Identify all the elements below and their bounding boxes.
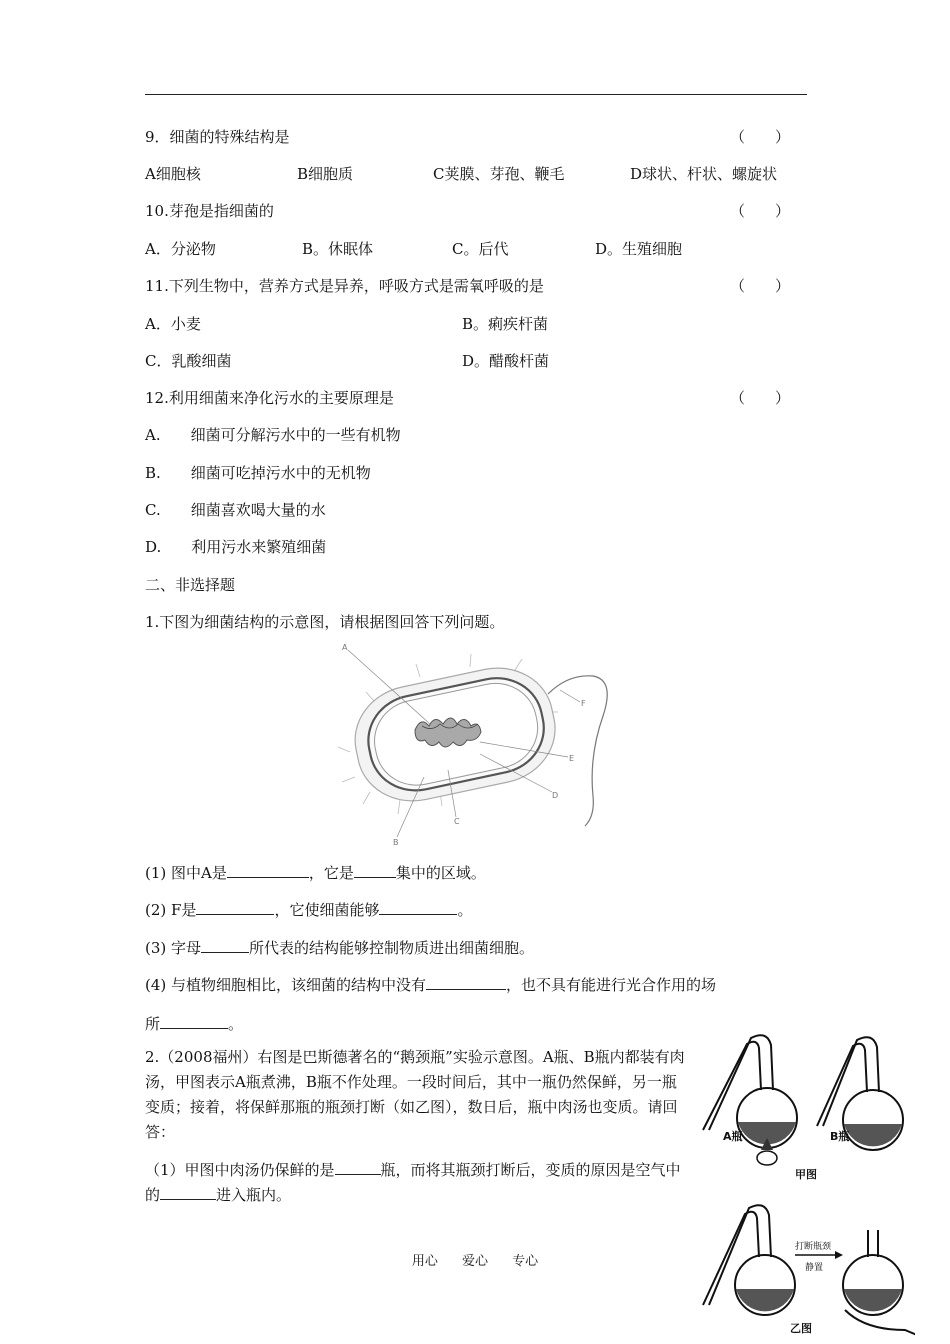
p1-q2-text-b: ，它使细菌能够 (274, 901, 380, 919)
q10-option-d: D。生殖细胞 (595, 240, 683, 258)
label-flask-a: A瓶 (723, 1130, 743, 1143)
q12-answer-paren: （ ） (730, 389, 791, 407)
p1-question-3 (145, 936, 534, 958)
q12-stem: 12.利用细菌来净化污水的主要原理是 (145, 389, 394, 407)
p1-q4-text-b: ，也不具有能进行光合作用的场 (506, 976, 717, 994)
q12-option-b: B. 细菌可吃掉污水中的无机物 (145, 464, 371, 482)
header-rule (145, 94, 807, 95)
q10-option-c: C。后代 (452, 240, 509, 258)
p1-q2-text-c: 。 (457, 901, 473, 919)
footer-item: 用心 (411, 1254, 438, 1269)
p1-q4-blank-1[interactable] (426, 973, 506, 990)
q12-option-d: D. 利用污水来繁殖细菌 (145, 538, 327, 556)
p2-q1-blank-1[interactable] (335, 1158, 381, 1175)
q10-option-b: B。休眠体 (302, 240, 374, 258)
p1-q4-blank-2[interactable] (160, 1012, 228, 1029)
p2-stem: 2.（2008福州）右图是巴斯德著名的“鹅颈瓶”实验示意图。A瓶、B瓶内都装有肉汤，甲图表示A瓶煮沸，B瓶不作处理。一段时间后，其中一瓶仍然保鲜，另一瓶变质；接着，将保鲜那瓶的瓶颈打断（如乙图），数日后，瓶中肉汤也变质。请回答： (145, 1048, 685, 1141)
p1-q2-blank-2[interactable] (379, 898, 457, 915)
p2-q1-text-c: 进入瓶内。 (216, 1186, 292, 1204)
q12-option-a: A. 细菌可分解污水中的一些有机物 (145, 426, 401, 444)
p2-q1-blank-2[interactable] (160, 1183, 216, 1200)
arrow-label-bottom: 静置 (805, 1263, 824, 1273)
flagellum-shape (548, 676, 607, 826)
q9-option-b: B细胞质 (297, 165, 354, 183)
diagram-label-f: F (581, 699, 586, 708)
diagram-label-d: D (552, 791, 559, 800)
p1-question-1 (145, 861, 486, 883)
p1-stem: 1.下图为细菌结构的示意图，请根据图回答下列问题。 (145, 613, 505, 631)
section-heading: 二、非选择题 (145, 576, 236, 594)
q10-stem: 10.芽孢是指细菌的 (145, 202, 274, 220)
p1-q3-text-b: 所代表的结构能够控制物质进出细菌细胞。 (249, 939, 535, 957)
footer (0, 1250, 950, 1269)
p1-q1-blank-1[interactable] (227, 861, 309, 878)
q11-option-c: C．乳酸细菌 (145, 352, 232, 370)
p1-q1-blank-2[interactable] (354, 861, 396, 878)
p1-q2-blank-1[interactable] (196, 898, 274, 915)
diagram-label-a: A (342, 643, 348, 652)
q10-answer-paren: （ ） (730, 202, 791, 220)
p1-q1-text-c: 集中的区域。 (395, 864, 486, 882)
p1-q1-text-a: (1) 图中A是 (145, 864, 227, 882)
q11-option-d: D。醋酸杆菌 (462, 352, 550, 370)
footer-item: 专心 (512, 1254, 539, 1269)
q12-option-c: C. 细菌喜欢喝大量的水 (145, 501, 326, 519)
p1-question-4-cont (145, 1012, 243, 1034)
q11-answer-paren: （ ） (730, 277, 791, 295)
p1-q3-text-a: (3) 字母 (145, 939, 202, 957)
p1-q1-text-b: ，它是 (308, 864, 354, 882)
diagram-label-c: C (454, 817, 460, 826)
footer-item: 爱心 (461, 1254, 488, 1269)
q9-option-a: A细胞核 (145, 165, 201, 183)
p1-question-4 (145, 973, 716, 995)
p1-question-2 (145, 898, 472, 920)
p1-q4-text-d: 。 (228, 1015, 244, 1033)
q10-option-a: A．分泌物 (145, 240, 216, 258)
q9-stem: 9．细菌的特殊结构是 (145, 128, 290, 146)
caption-jia: 甲图 (795, 1168, 817, 1181)
q9-answer-paren: （ ） (730, 128, 791, 146)
label-flask-b: B瓶 (830, 1130, 850, 1143)
p1-q4-text-a: (4) 与植物细胞相比，该细菌的结构中没有 (145, 976, 427, 994)
q11-stem: 11.下列生物中，营养方式是异养，呼吸方式是需氧呼吸的是 (145, 277, 544, 295)
bacterium-diagram (330, 642, 630, 847)
p2-q1-text-a: （1）甲图中肉汤仍保鲜的是 (145, 1161, 335, 1179)
q11-option-b: B。痢疾杆菌 (462, 315, 549, 333)
p1-q3-blank-1[interactable] (201, 936, 249, 953)
caption-yi: 乙图 (790, 1322, 812, 1335)
diagram-label-b: B (393, 838, 399, 847)
q9-option-d: D球状、杆状、螺旋状 (630, 165, 778, 183)
p1-q2-text-a: (2) F是 (145, 901, 197, 919)
q11-option-a: A．小麦 (145, 315, 201, 333)
p1-q4-text-c: 所 (145, 1015, 161, 1033)
q9-option-c: C荚膜、芽孢、鞭毛 (433, 165, 565, 183)
swan-neck-flask-figure (695, 1030, 915, 1340)
diagram-label-e: E (569, 754, 575, 763)
arrow-label-top: 打断瓶颈 (795, 1242, 832, 1252)
p2-question-1 (145, 1158, 685, 1208)
p2-q1-text-b: 瓶，而将其瓶颈打断后，变质的原因是空气中的 (145, 1161, 681, 1204)
